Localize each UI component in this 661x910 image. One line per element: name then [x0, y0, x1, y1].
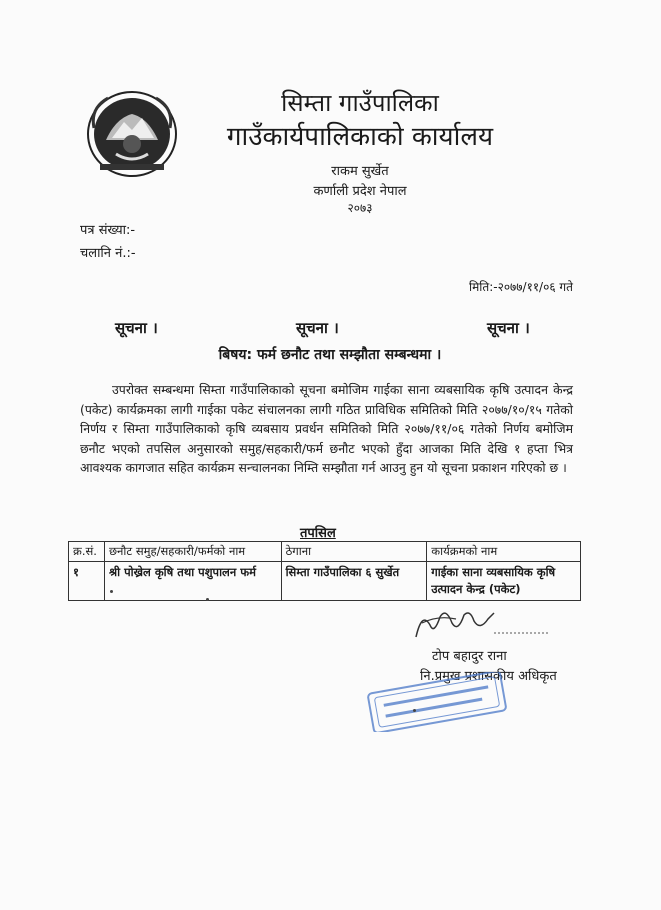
column-header-firm-name: छनौट समुह/सहकारी/फर्मको नाम: [104, 542, 281, 562]
letter-date: मिति:-२०७७/११/०६ गते: [468, 280, 573, 294]
column-header-serial: क्र.सं.: [69, 542, 105, 562]
signature-scribble: [408, 603, 558, 643]
signatory-title: नि.प्रमुख प्रशासकीय अधिकृत: [420, 669, 557, 684]
address-line-1: राकम सुर्खेत: [331, 164, 389, 179]
subject-line: बिषय: फर्म छनौट तथा सम्झौता सम्बन्धमा ।: [218, 347, 442, 363]
office-title: गाउँकार्यपालिकाको कार्यालय: [226, 122, 494, 152]
notice-heading: सूचना ।: [296, 319, 339, 337]
notice-heading: सूचना ।: [487, 319, 530, 337]
notice-heading: सूचना ।: [115, 319, 158, 337]
table-header-row: [69, 542, 581, 562]
details-table: [68, 541, 581, 601]
column-header-program: कार्यक्रमको नाम: [427, 542, 581, 562]
official-stamp: [362, 672, 512, 732]
cell-program: गाईका साना व्यबसायिक कृषि उत्पादन केन्द्र (पकेट): [427, 562, 581, 601]
cell-serial: १: [69, 562, 105, 601]
address-line-3: २०७३: [347, 201, 373, 215]
paper-speck: [413, 709, 416, 712]
cell-firm-name: श्री पोख्रेल कृषि तथा पशुपालन फर्म: [104, 562, 281, 601]
cell-address: सिम्ता गाउँपालिका ६ सुर्खेत: [281, 562, 427, 601]
signatory-name: टोप बहादुर राना: [432, 649, 507, 664]
address-line-2: कर्णाली प्रदेश नेपाल: [313, 184, 407, 199]
reference-number: पत्र संख्या:-: [80, 223, 136, 238]
table-row: [69, 562, 581, 601]
paper-speck: [206, 598, 209, 601]
body-paragraph: उपरोक्त सम्बन्धमा सिम्ता गाउँपालिकाको सूचना बमोजिम गाईका साना व्यबसायिक कृषि उत्पादन केन्द्र (पकेट) कार्यक्रमका लागी गाईका पकेट संचालनका लागी गठित प्राविधिक समितिको मिति २०७७/१०/१५ गतेको निर्णय र सिम्ता गाउँपालिकाको कृषि व्यबसाय प्रवर्धन समितिको मिति २०७७/११/०६ गतेको निर्णय बमोजिम छनौट भएको तपसिल अनुसारको समुह/सहकारी/फर्म छनौट भएको हुँदा आजका मिति देखि १ हप्ता भित्र आवश्यक कागजात सहित कार्यक्रम सन्चालनका निम्ति सम्झौता गर्न आउनु हुन यो सूचना प्रकाशन गरिएको छ ।: [80, 382, 573, 476]
dispatch-number: चलानि नं.:-: [80, 246, 136, 261]
office-name: सिम्ता गाउँपालिका: [281, 89, 439, 117]
details-heading: तपसिल: [300, 526, 336, 541]
column-header-address: ठेगाना: [281, 542, 427, 562]
paper-speck: [110, 590, 113, 593]
